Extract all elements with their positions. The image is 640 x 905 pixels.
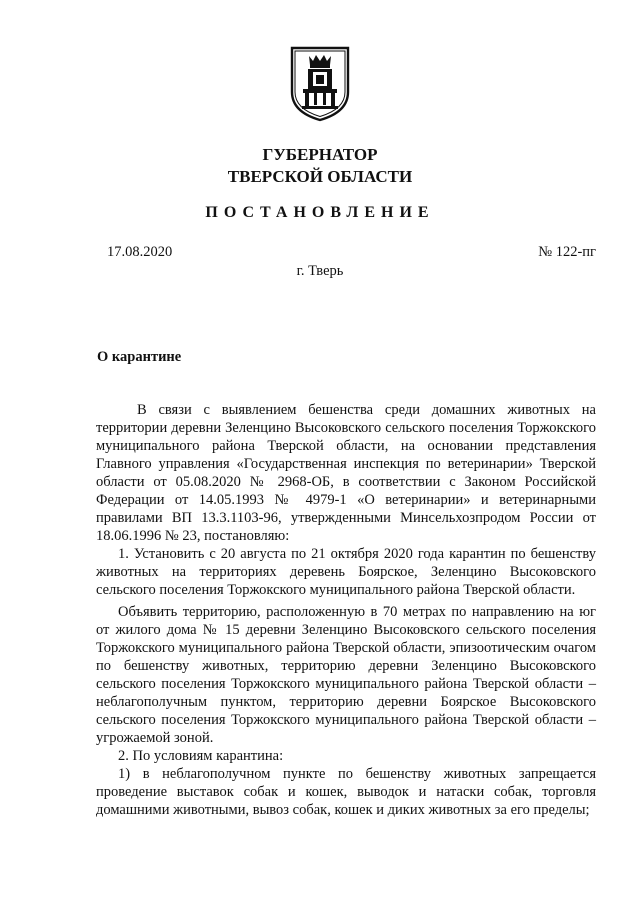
document-city: г. Тверь [296,263,344,279]
document-body [96,401,596,819]
document-subject: О карантине [97,349,182,365]
document-type: ПОСТАНОВЛЕНИЕ [205,204,435,221]
tver-coat-of-arms-icon [288,42,352,122]
paragraph-item-2-1: 1) в неблагополучном пункте по бешенству животных запрещается проведение выставок собак и кошек, выводок и натаски собак, торговля домашними животными, вывоз собак, кошек и диких животных за его пределы; [96,766,596,818]
document-date: 17.08.2020 [107,244,173,260]
paragraph-item-1: 1. Установить с 20 августа по 21 октября 2020 года карантин по бешенству животных на территориях деревень Боярское, Зеленцино Высоковского сельского поселения Торжокского муниципального района Тверской области. [96,546,596,598]
region-title: ТВЕРСКОЙ ОБЛАСТИ [227,167,413,186]
paragraph-territory: Объявить территорию, расположенную в 70 метрах по направлению на юг от жилого дома № 15 деревни Зеленцино Высоковского сельского поселения Торжокского муниципального района Тверской области, эпизоотическим очагом по бешенству животных, территорию деревни Зеленцино Высоковского сельского поселения Торжокского муниципального района Тверской области – неблагополучным пунктом, территорию деревни Боярское Высоковского сельского поселения Торжокского муниципального района Тверской области – угрожаемой зоной. [96,604,596,746]
paragraph-item-2: 2. По условиям карантина: [118,748,284,764]
governor-title: ГУБЕРНАТОР [262,145,378,164]
paragraph-preamble: В связи с выявлением бешенства среди домашних животных на территории деревни Зеленцино Высоковского сельского поселения Торжокского муниципального района Тверской области, на основании представления Главного управления «Государственная инспекция по ветеринарии» Тверской области от 05.08.2020 № 2968-ОБ, в соответствии с Законом Российской Федерации от 14.05.1993 № 4979-1 «О ветеринарии» и ветеринарными правилами ВП 13.3.1103-96, утвержденными Минсельхозпродом России от 18.06.1996 № 23, постановляю: [96,402,596,544]
document-number: № 122-пг [538,244,596,260]
